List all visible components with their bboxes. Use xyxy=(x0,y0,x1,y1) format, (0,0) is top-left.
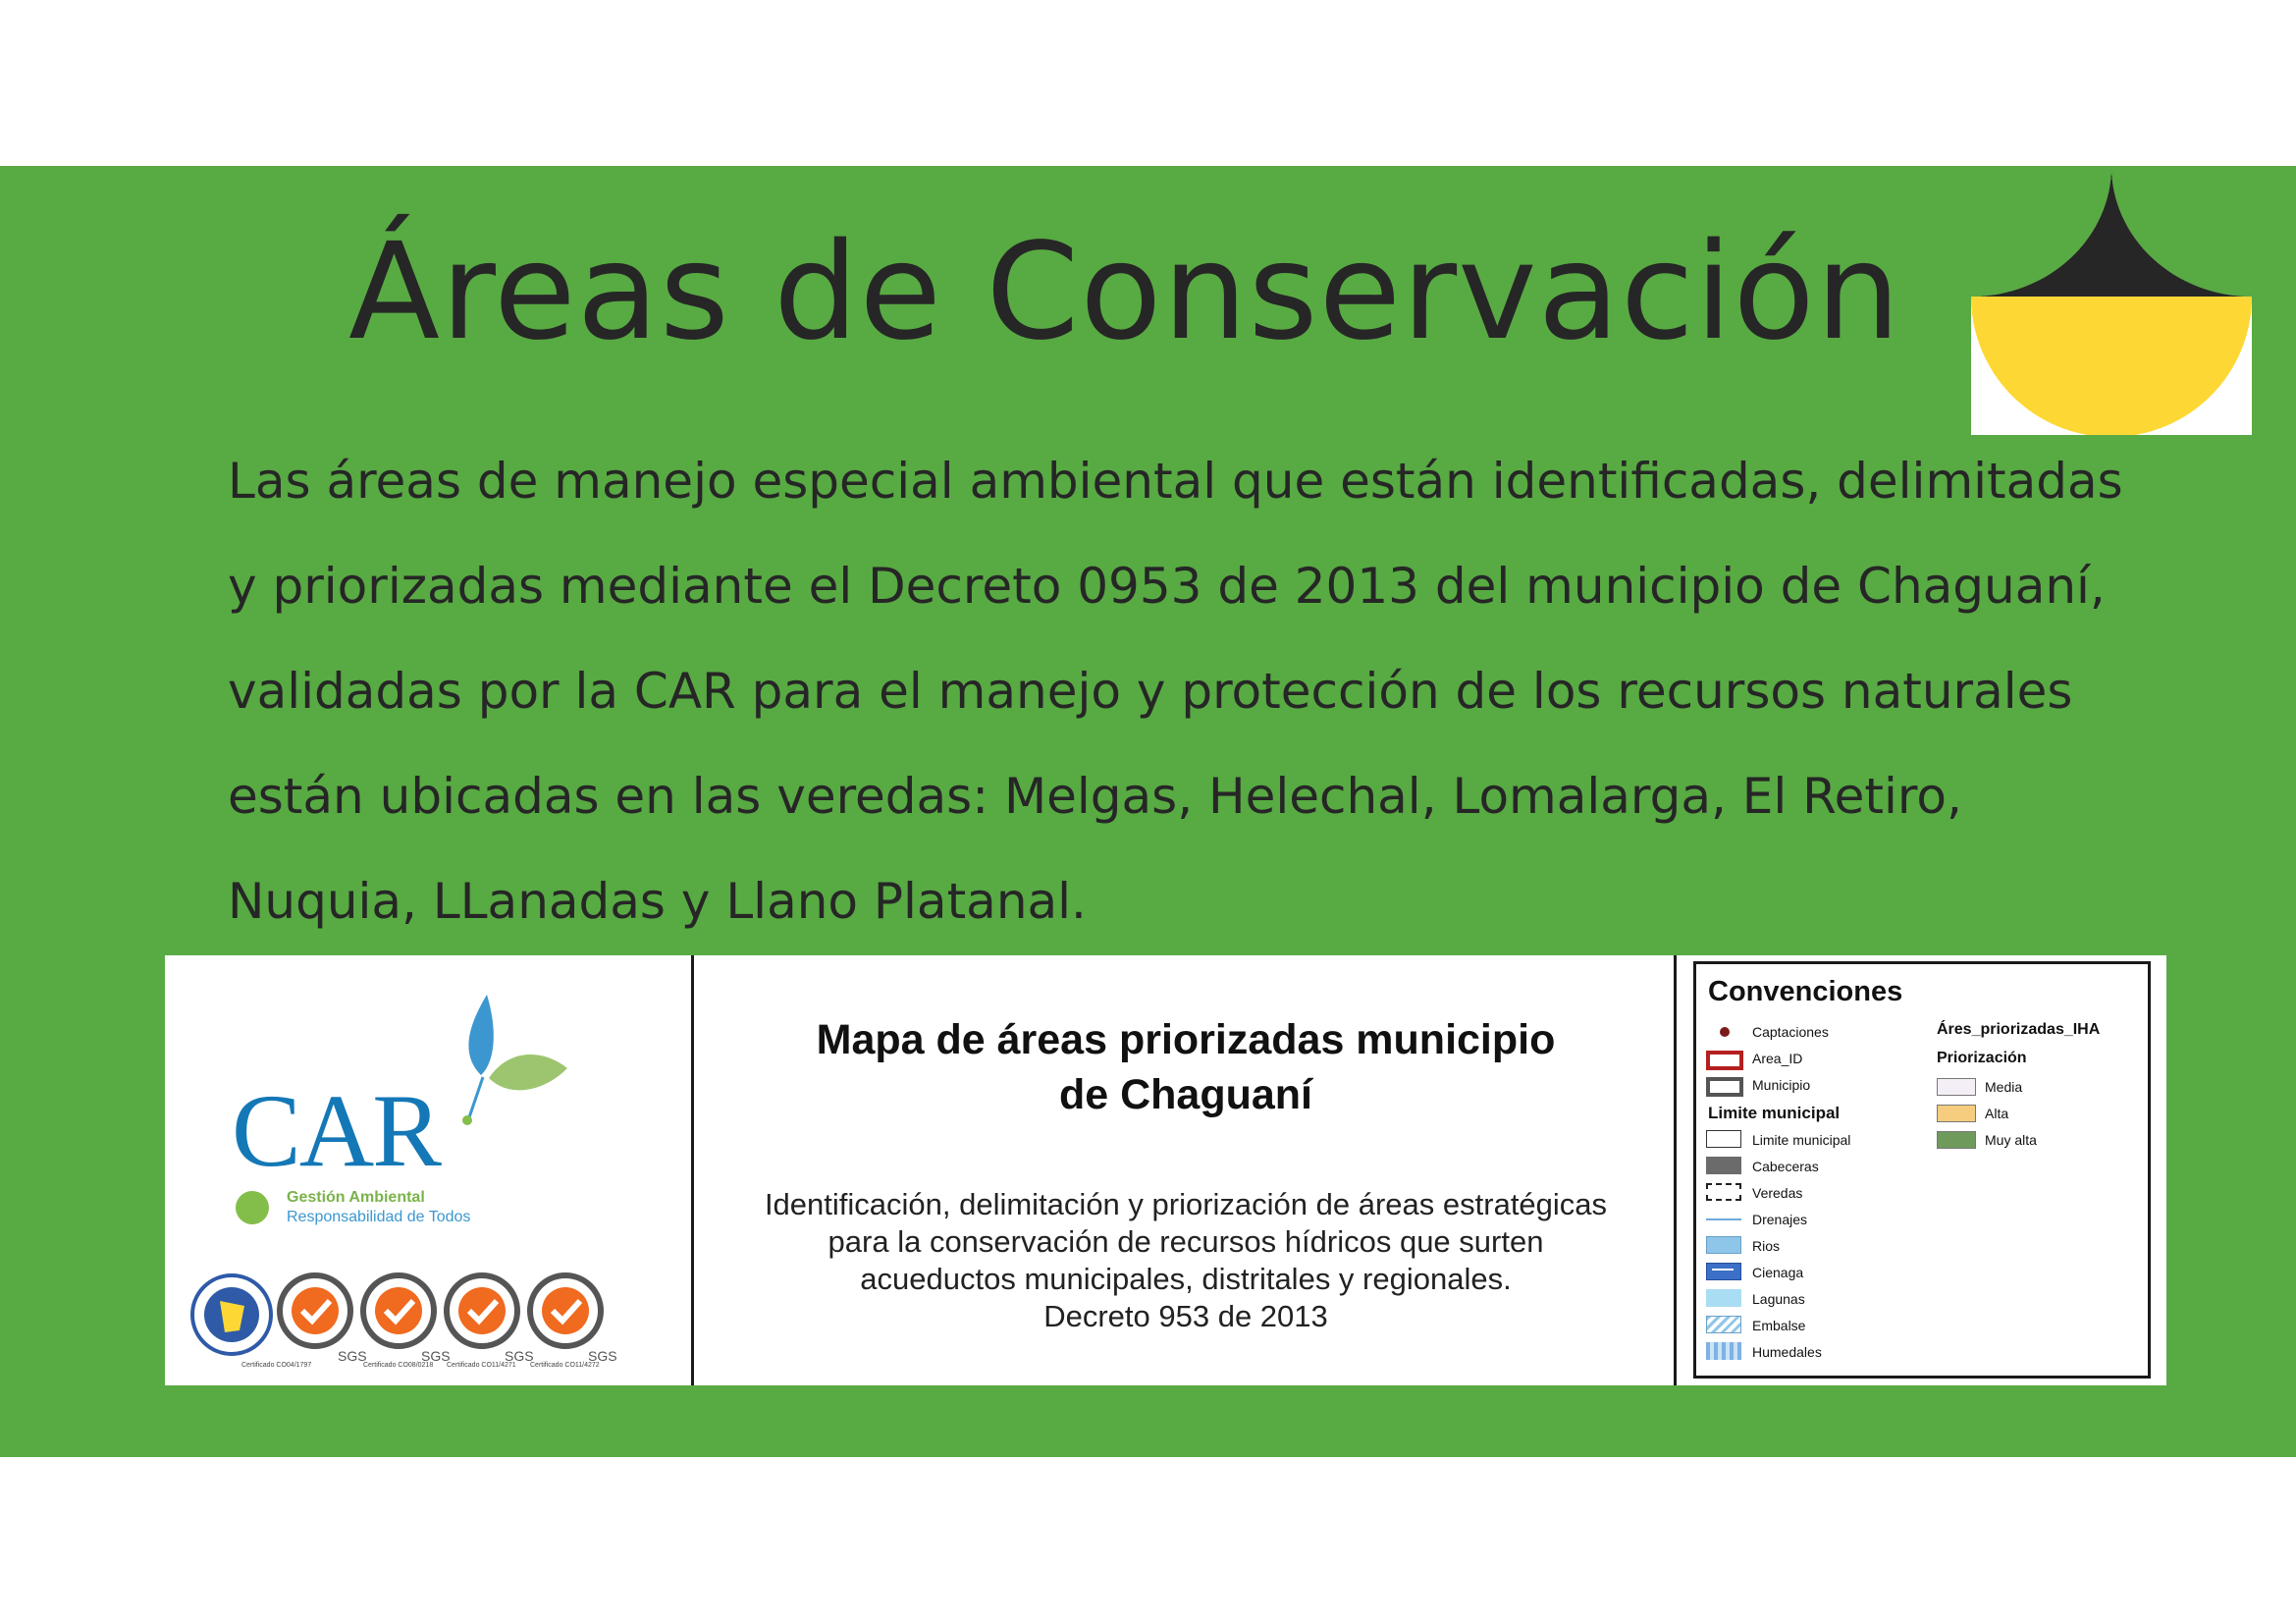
river-fill-icon xyxy=(1704,1236,1743,1256)
map-title-line: Mapa de áreas priorizadas municipio xyxy=(816,1016,1556,1063)
legend-item: Limite municipal xyxy=(1704,1129,1850,1151)
map-description-line: Identificación, delimitación y priorización de áreas estratégicas xyxy=(764,1187,1608,1221)
cert-code: Certificado CO11/4272 xyxy=(530,1362,600,1369)
legend-subheading: Limite municipal xyxy=(1708,1104,1841,1122)
panel-divider xyxy=(691,955,694,1385)
legend-box xyxy=(1693,961,2151,1379)
body-paragraph xyxy=(228,429,2152,954)
sgs-seal-icon xyxy=(447,1275,517,1346)
map-title-line: de Chaguaní xyxy=(1058,1071,1313,1118)
sgs-label: SGS xyxy=(588,1348,617,1364)
legend-right-heading: Áres_priorizadas_IHA xyxy=(1937,1021,2101,1038)
slide-title: Áreas de Conservación xyxy=(348,215,1901,370)
legend-item: Rios xyxy=(1704,1235,1780,1257)
legend-item: Lagunas xyxy=(1704,1288,1805,1310)
cert-code: Certificado CO11/4271 xyxy=(447,1362,516,1369)
legend-item: Cienaga xyxy=(1704,1262,1803,1283)
legend-item: Captaciones xyxy=(1704,1021,1829,1043)
map-description-line: para la conservación de recursos hídricos que surten xyxy=(828,1224,1544,1259)
map-description-line: Decreto 953 de 2013 xyxy=(1043,1299,1328,1333)
map-header-panel xyxy=(165,955,2166,1385)
legend-item: Humedales xyxy=(1704,1341,1822,1363)
legend-priority-item: Media xyxy=(1937,1076,2022,1098)
body-line: están ubicadas en las veredas: Melgas, Helechal, Lomalarga, El Retiro, xyxy=(228,768,1962,825)
butterfly-icon xyxy=(440,995,567,1132)
swamp-pattern-icon xyxy=(1704,1263,1743,1282)
legend-item: Cabeceras xyxy=(1704,1156,1819,1177)
line-icon xyxy=(1704,1210,1743,1229)
legend-priority-item: Alta xyxy=(1937,1103,2008,1124)
area-outline-icon xyxy=(1704,1049,1743,1068)
legend-item: Drenajes xyxy=(1704,1209,1807,1230)
sgs-seal-icon xyxy=(530,1275,601,1346)
car-tagline-1: Gestión Ambiental xyxy=(287,1189,425,1206)
sgs-label: SGS xyxy=(338,1348,367,1364)
cert-code: Certificado CO08/0218 xyxy=(363,1362,434,1369)
map-description-line: acueductos municipales, distritales y regionales. xyxy=(860,1262,1512,1296)
sgs-seal-icon xyxy=(280,1275,350,1346)
swatch-alta xyxy=(1937,1105,1976,1122)
swatch-muy-alta xyxy=(1937,1131,1976,1149)
lagoon-fill-icon xyxy=(1704,1289,1743,1309)
colombia-seal-icon xyxy=(192,1275,271,1354)
legend-title: Convenciones xyxy=(1708,976,1903,1007)
dashed-box-icon xyxy=(1704,1183,1743,1203)
abstract-logo xyxy=(1971,166,2252,435)
swatch-media xyxy=(1937,1078,1976,1096)
legend-item: Municipio xyxy=(1704,1074,1810,1096)
legend-priority-item: Muy alta xyxy=(1937,1129,2037,1151)
car-green-dot xyxy=(236,1191,269,1224)
legend-item: Veredas xyxy=(1704,1182,1802,1204)
map-description xyxy=(695,1186,1677,1335)
legend-item: Embalse xyxy=(1704,1315,1805,1336)
body-line: y priorizadas mediante el Decreto 0953 de 2013 del municipio de Chaguaní, xyxy=(228,558,2106,615)
body-line: Las áreas de manejo especial ambiental que están identificadas, delimitadas xyxy=(228,453,2123,510)
municipio-outline-icon xyxy=(1704,1075,1743,1095)
legend-right-subheading: Priorización xyxy=(1937,1050,2027,1066)
map-title-block xyxy=(695,955,1677,1385)
limit-box-icon xyxy=(1704,1130,1743,1150)
cabecera-fill-icon xyxy=(1704,1157,1743,1176)
legend-item: Area_ID xyxy=(1704,1048,1802,1069)
body-line: validadas por la CAR para el manejo y protección de los recursos naturales xyxy=(228,663,2073,720)
sgs-label: SGS xyxy=(421,1348,451,1364)
panel-divider xyxy=(1674,955,1677,1385)
reservoir-hatch-icon xyxy=(1704,1316,1743,1335)
map-title xyxy=(695,1012,1677,1122)
wetland-pattern-icon xyxy=(1704,1342,1743,1362)
point-icon xyxy=(1704,1022,1743,1042)
body-line: Nuquia, LLanadas y Llano Platanal. xyxy=(228,873,1087,930)
sgs-seal-icon xyxy=(363,1275,434,1346)
sgs-label: SGS xyxy=(505,1348,534,1364)
cert-code: Certificado CO04/1797 xyxy=(241,1362,312,1369)
car-tagline-2: Responsabilidad de Todos xyxy=(287,1209,471,1225)
car-wordmark: CAR xyxy=(232,1073,440,1188)
car-logo-block xyxy=(165,955,692,1385)
